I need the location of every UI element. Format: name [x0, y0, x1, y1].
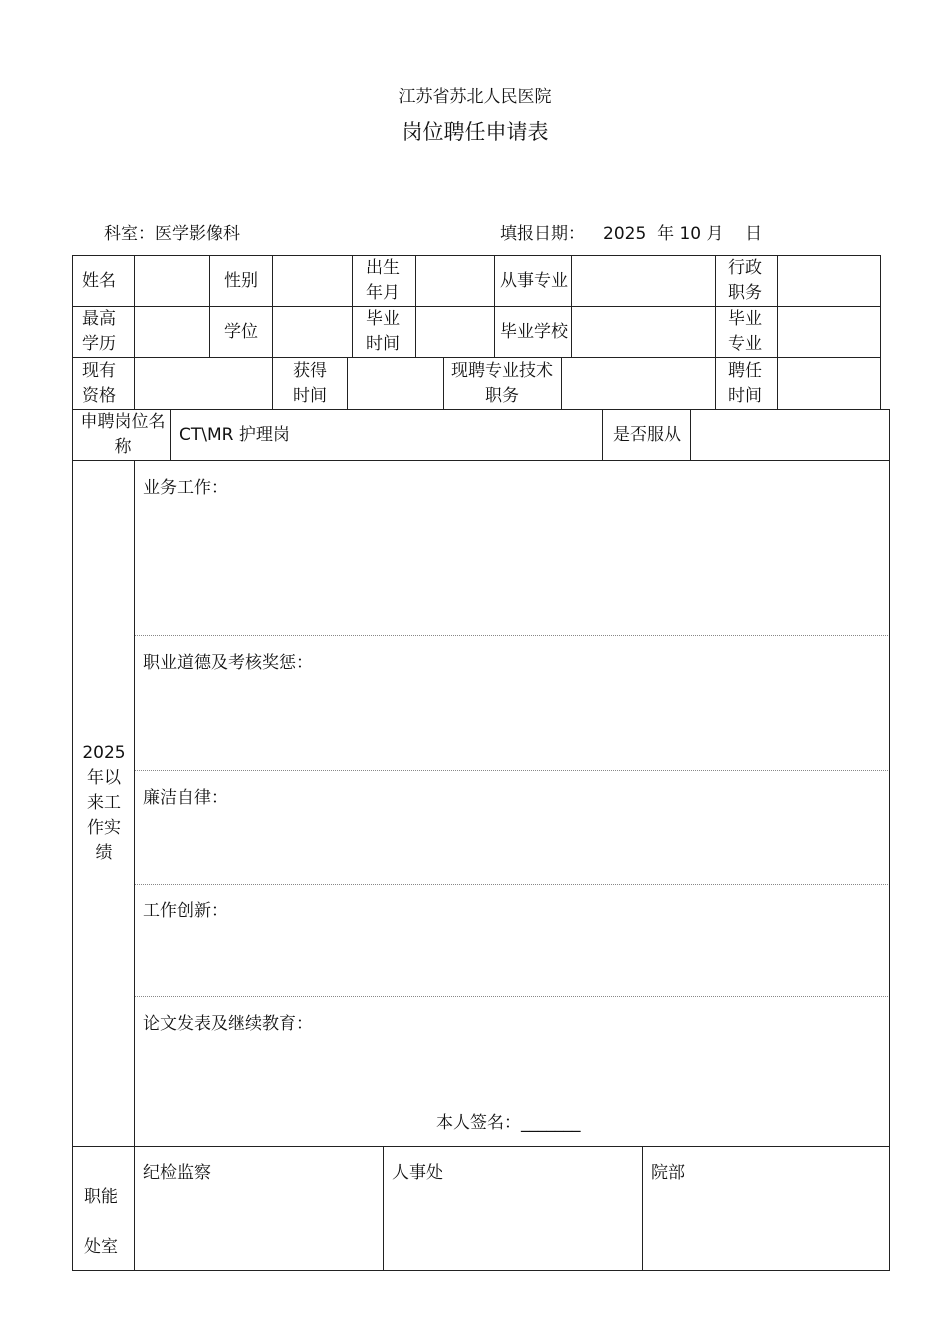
- performance-side-label: 2025年以来工作实绩: [82, 742, 126, 863]
- ethics-label: 职业道德及考核奖惩：: [143, 653, 313, 673]
- obtained-time-field[interactable]: [348, 358, 443, 409]
- fill-date-value: 2025 年 10 月 日: [603, 224, 763, 244]
- major-label: 从事专业: [500, 270, 568, 291]
- hr-office-label: 人事处: [392, 1163, 443, 1183]
- discipline-office-label: 纪检监察: [143, 1163, 211, 1183]
- birth-date-field[interactable]: [416, 256, 494, 306]
- innovation-area[interactable]: [135, 923, 889, 995]
- papers-area[interactable]: [135, 1036, 889, 1106]
- innovation-label: 工作创新：: [143, 901, 228, 921]
- gender-field[interactable]: [273, 256, 352, 306]
- offices-side-label: 职能处室: [84, 1187, 118, 1257]
- obey-label: 是否服从: [613, 424, 681, 445]
- qualification-label: 现有资格: [82, 360, 116, 406]
- business-work-area[interactable]: [135, 500, 889, 634]
- education-field[interactable]: [135, 307, 209, 357]
- business-work-label: 业务工作：: [143, 478, 228, 498]
- organization-name: 江苏省苏北人民医院: [398, 87, 552, 107]
- admin-post-field[interactable]: [778, 256, 880, 306]
- current-title-label: 现聘专业技术职务: [451, 360, 553, 406]
- gender-label: 性别: [224, 270, 258, 291]
- name-label: 姓名: [82, 270, 116, 291]
- degree-label: 学位: [224, 321, 258, 342]
- hire-time-field[interactable]: [778, 358, 880, 409]
- grad-major-field[interactable]: [778, 307, 880, 357]
- papers-label: 论文发表及继续教育：: [143, 1014, 313, 1034]
- ethics-area[interactable]: [135, 675, 889, 769]
- obtained-time-label: 获得时间: [293, 360, 327, 406]
- department-label: 科室：医学影像科: [104, 224, 240, 244]
- position-label: 申聘岗位名称: [80, 412, 166, 457]
- hospital-dept-label: 院部: [651, 1163, 685, 1183]
- education-label: 最高学历: [82, 309, 116, 354]
- school-label: 毕业学校: [500, 321, 568, 342]
- obey-field[interactable]: [691, 410, 889, 460]
- fill-date-label: 填报日期：: [500, 224, 585, 244]
- name-field[interactable]: [135, 256, 209, 306]
- grad-time-label: 毕业时间: [366, 309, 400, 354]
- qualification-field[interactable]: [135, 358, 272, 409]
- hire-time-label: 聘任时间: [728, 360, 762, 406]
- form-title: 岗位聘任申请表: [401, 120, 549, 144]
- degree-field[interactable]: [273, 307, 352, 357]
- school-field[interactable]: [572, 307, 715, 357]
- major-field[interactable]: [572, 256, 715, 306]
- grad-time-field[interactable]: [416, 307, 494, 357]
- admin-post-label: 行政职务: [728, 258, 762, 303]
- birth-date-label: 出生年月: [366, 258, 400, 303]
- current-title-field[interactable]: [562, 358, 715, 409]
- signature-line[interactable]: 本人签名：_______: [436, 1113, 581, 1133]
- integrity-label: 廉洁自律：: [143, 788, 228, 808]
- grad-major-label: 毕业专业: [728, 309, 762, 354]
- integrity-area[interactable]: [135, 810, 889, 883]
- position-value[interactable]: CT\MR 护理岗: [179, 424, 290, 445]
